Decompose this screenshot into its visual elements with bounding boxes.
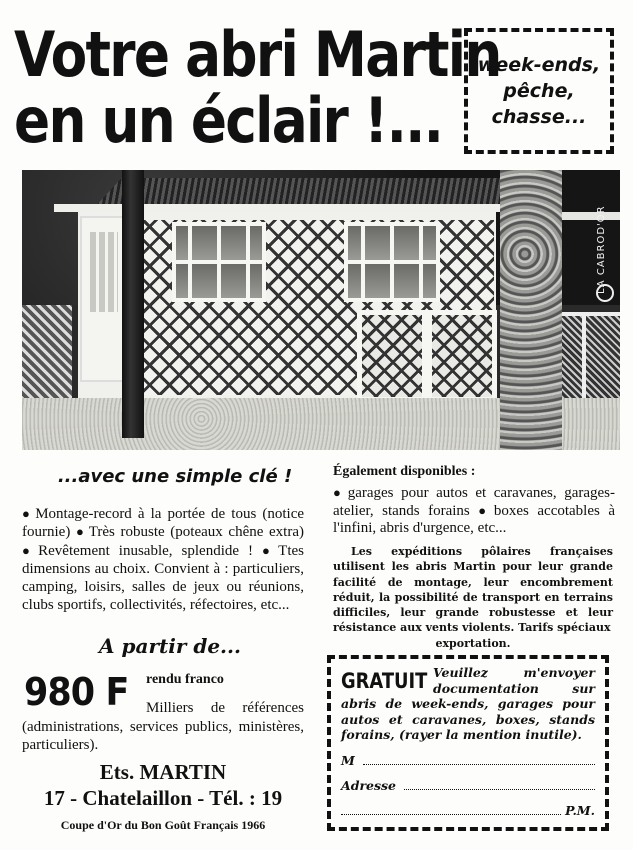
name-label: M [341, 752, 355, 768]
subhead: ...avec une simple clé ! [57, 466, 293, 487]
coupon-body: Veuillez m'envoyer documentation sur abris de week-ends, garages pour autos et caravanes, boxes, stands forains, (rayer la mention inutile). [341, 665, 595, 742]
also-available-title: Également disponibles : [333, 464, 476, 479]
bullet-icon: ● [478, 503, 491, 518]
delivery-note: rendu franco [146, 672, 224, 687]
window-left [172, 222, 266, 302]
tree-trunk-left [122, 170, 144, 438]
company-award: Coupe d'Or du Bon Goût Français 1966 [60, 818, 266, 832]
expedition-text: Les expéditions pôlaires françaises utilisent les abris Martin pour leur grande facilité de montage, leur encombrement réduit, la possibilité de transport en terrains difficiles, leur grande robustesse et leur résistance aux vents violents. Tarifs spéciaux [333, 545, 613, 635]
address-continuation-field[interactable] [341, 803, 595, 818]
coupon-heading: GRATUIT [341, 669, 428, 693]
suitability-text: Convient à : particuliers, camping, loisirs, salles de jeux ou réunions, clubs sportifs, collectivités, réfectoires, etc... [22, 560, 304, 614]
tag-line: week-ends, [477, 54, 601, 76]
expedition-last: exportation. [435, 636, 511, 650]
feature-item: Montage-record à la portée de tous (notice fournie) [22, 506, 305, 541]
request-coupon [327, 655, 609, 831]
references-detail: (administrations, services publics, ministères, particuliers). [22, 719, 304, 753]
headline-line-1: Votre abri Martin [14, 18, 501, 91]
bullet-icon: ● [75, 524, 86, 540]
bullet-icon: ● [22, 542, 36, 558]
price-lead: A partir de... [99, 634, 241, 658]
window-right [344, 222, 440, 302]
company-address: 17 - Chatelaillon - Tél. : 19 [43, 786, 283, 810]
lattice-gate [357, 310, 497, 402]
bullet-icon: ● [333, 485, 345, 500]
headline-line-2: en un éclair !... [14, 84, 443, 157]
right-fence [557, 312, 620, 400]
also-available [333, 463, 615, 537]
door-glass [90, 232, 118, 312]
also-item: garages pour autos et caravanes, garages-atelier, stands forains [333, 485, 615, 519]
also-available-list [333, 484, 615, 537]
tag-line: pêche, [503, 80, 575, 102]
left-fence [22, 305, 72, 400]
tag-line: chasse... [491, 106, 587, 128]
address-input-line[interactable] [404, 780, 595, 790]
also-item: boxes accotables à l'infini, abris d'urgence, etc... [333, 503, 615, 536]
bullet-icon: ● [22, 506, 33, 521]
roof-eave [54, 204, 500, 212]
company-info [22, 760, 304, 836]
company-name: Ets. MARTIN [99, 760, 227, 784]
address-field[interactable] [341, 778, 595, 793]
uses-tag-box [464, 28, 614, 154]
coupon-code: P.M. [565, 802, 595, 818]
name-field[interactable] [341, 753, 595, 768]
photo-credit: LA CABROD'OR [596, 205, 607, 295]
feature-item: Très robuste (poteaux chêne extra) [88, 524, 304, 541]
product-photo [22, 170, 620, 450]
expedition-paragraph [333, 544, 613, 651]
references-text: Milliers de références [146, 700, 304, 716]
address-continuation-line[interactable] [341, 805, 561, 815]
headline [14, 18, 501, 157]
feature-item: Revêtement inusable, splendide ! [38, 542, 254, 559]
address-label: Adresse [341, 777, 397, 793]
tree-trunk-right [500, 170, 562, 450]
price: 980 F [24, 670, 129, 714]
feature-list [22, 505, 304, 615]
name-input-line[interactable] [363, 755, 595, 765]
feature-item: Ttes dimensions au choix. [22, 542, 304, 577]
photo-credit-logo-icon [596, 284, 614, 302]
bullet-icon: ● [262, 542, 276, 558]
